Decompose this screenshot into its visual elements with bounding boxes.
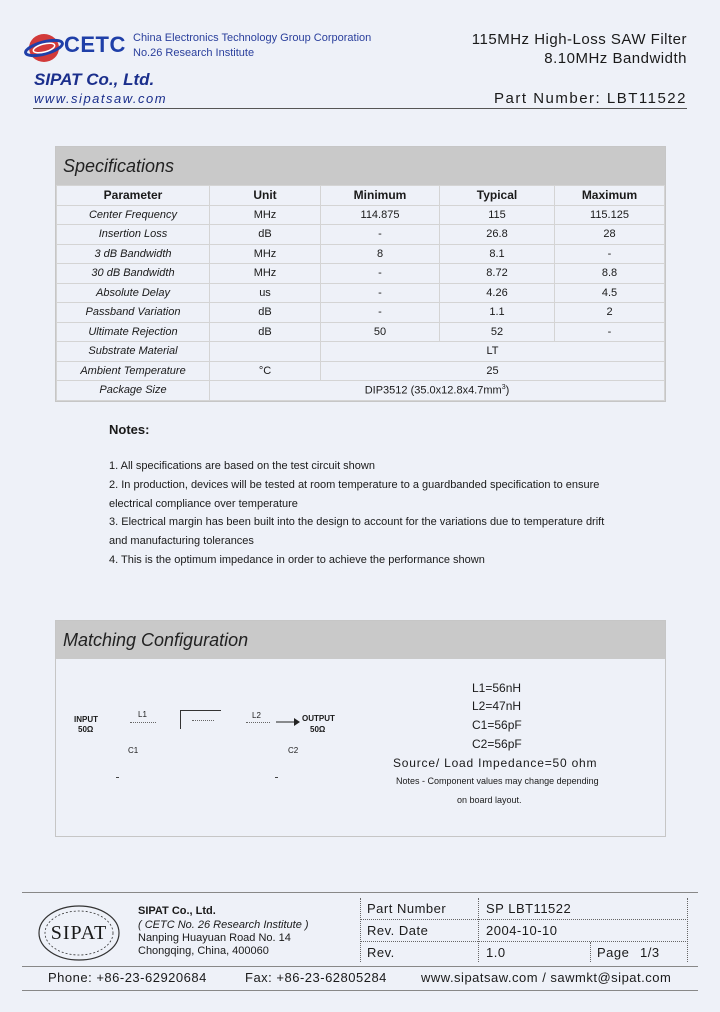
column-header: Typical <box>440 186 555 206</box>
note-line: 4. This is the optimum impedance in order to achieve the performance shown <box>109 554 485 566</box>
part-number-value: SP LBT11522 <box>486 901 572 916</box>
param-cell: Center Frequency <box>57 205 210 225</box>
part-number: Part Number: LBT11522 <box>494 90 687 107</box>
typ-cell: 52 <box>440 322 555 342</box>
component-value: C1=56pF <box>472 718 522 732</box>
specifications-heading: Specifications <box>56 147 665 185</box>
unit-cell: dB <box>210 322 321 342</box>
footer-address1: Nanping Huayuan Road No. 14 <box>138 932 291 944</box>
value-cell: 25 <box>321 361 665 381</box>
footer-divider-mid <box>22 966 698 967</box>
column-header: Minimum <box>321 186 440 206</box>
unit-cell: us <box>210 283 321 303</box>
param-cell: Passband Variation <box>57 303 210 323</box>
typ-cell: 8.72 <box>440 264 555 284</box>
unit-cell: °C <box>210 361 321 381</box>
input-impedance: 50Ω <box>78 725 94 734</box>
sipat-seal <box>34 902 124 964</box>
footer-divider-top <box>22 892 698 893</box>
grid-line <box>478 898 480 962</box>
max-cell: - <box>555 322 665 342</box>
cetc-globe-icon <box>24 30 64 66</box>
product-title: 115MHz High-Loss SAW Filter <box>471 31 687 48</box>
min-cell: - <box>321 303 440 323</box>
component-value: C2=56pF <box>472 737 522 751</box>
footer-web-email[interactable]: www.sipatsaw.com / sawmkt@sipat.com <box>421 970 672 985</box>
note-line: electrical compliance over temperature <box>109 498 298 510</box>
footer-institute: ( CETC No. 26 Research Institute ) <box>138 919 309 931</box>
footer-address2: Chongqing, China, 400060 <box>138 945 269 957</box>
l2-label: L2 <box>252 711 261 720</box>
output-arrow-icon <box>276 717 300 727</box>
notes-title: Notes: <box>109 422 150 437</box>
footer-phone: Phone: +86-23-62920684 <box>48 970 207 985</box>
specifications-table <box>56 185 665 401</box>
page-value: 1/3 <box>640 945 660 960</box>
column-header: Maximum <box>555 186 665 206</box>
header-divider <box>33 108 687 109</box>
param-cell: Ultimate Rejection <box>57 322 210 342</box>
l2-inductor <box>246 722 270 723</box>
matching-note: Notes - Component values may change depending <box>396 776 599 786</box>
grid-line <box>360 919 688 920</box>
matching-heading: Matching Configuration <box>56 621 665 659</box>
c1-label: C1 <box>128 746 139 755</box>
unit-cell: dB <box>210 225 321 245</box>
unit-cell <box>210 342 321 362</box>
param-cell: 3 dB Bandwidth <box>57 244 210 264</box>
typ-cell: 4.26 <box>440 283 555 303</box>
input-label: INPUT <box>74 715 98 724</box>
c2-ground <box>275 777 278 778</box>
seal-text: SIPAT <box>50 922 108 944</box>
typ-cell: 8.1 <box>440 244 555 264</box>
param-cell: Substrate Material <box>57 342 210 362</box>
unit-cell: MHz <box>210 264 321 284</box>
unit-cell: MHz <box>210 205 321 225</box>
min-cell: - <box>321 225 440 245</box>
table-row <box>57 264 665 284</box>
grid-line <box>590 942 592 962</box>
table-row <box>57 225 665 245</box>
min-cell: - <box>321 283 440 303</box>
typ-cell: 115 <box>440 205 555 225</box>
param-cell: Absolute Delay <box>57 283 210 303</box>
value-cell <box>210 381 665 401</box>
grid-line <box>687 898 689 962</box>
table-row <box>57 244 665 264</box>
org-name-line1: China Electronics Technology Group Corporation <box>133 32 372 44</box>
unit-cell: MHz <box>210 244 321 264</box>
output-impedance: 50Ω <box>310 725 326 734</box>
table-row <box>57 303 665 323</box>
filter-pin <box>192 720 214 721</box>
rev-date-label: Rev. Date <box>367 923 429 938</box>
rev-label: Rev. <box>367 945 395 960</box>
min-cell: 8 <box>321 244 440 264</box>
page-label: Page <box>597 945 630 960</box>
column-header: Parameter <box>57 186 210 206</box>
param-cell: 30 dB Bandwidth <box>57 264 210 284</box>
package-size: DIP3512 (35.0x12.8x4.7mm <box>364 384 502 397</box>
c1-ground <box>116 777 119 778</box>
table-header-row <box>57 186 665 206</box>
rev-date-value: 2004-10-10 <box>486 923 558 938</box>
component-value: L1=56nH <box>472 681 522 695</box>
matching-note: on board layout. <box>457 795 522 805</box>
c2-label: C2 <box>288 746 299 755</box>
note-line: and manufacturing tolerances <box>109 535 254 547</box>
min-cell: 50 <box>321 322 440 342</box>
value-cell: LT <box>321 342 665 362</box>
matching-circuit-diagram <box>70 700 370 790</box>
note-line: 3. Electrical margin has been built into the design to account for the variations due to temperature drift <box>109 516 605 528</box>
footer-fax: Fax: +86-23-62805284 <box>245 970 387 985</box>
max-cell: - <box>555 244 665 264</box>
output-label: OUTPUT <box>302 714 335 723</box>
part-number-label: Part Number <box>367 901 447 916</box>
impedance-text: Source/ Load Impedance=50 ohm <box>393 756 598 770</box>
table-row <box>57 205 665 225</box>
component-value: L2=47nH <box>472 699 522 713</box>
max-cell: 8.8 <box>555 264 665 284</box>
footer-company: SIPAT Co., Ltd. <box>138 905 216 917</box>
note-line: 2. In production, devices will be tested at room temperature to a guardbanded specification to ensure <box>109 479 600 491</box>
param-cell: Ambient Temperature <box>57 361 210 381</box>
typ-cell: 26.8 <box>440 225 555 245</box>
max-cell: 4.5 <box>555 283 665 303</box>
max-cell: 28 <box>555 225 665 245</box>
min-cell: 114.875 <box>321 205 440 225</box>
footer-divider-bottom <box>22 990 698 991</box>
table-row <box>57 361 665 381</box>
org-name-line2: No.26 Research Institute <box>133 47 255 59</box>
document-info-grid <box>360 898 688 962</box>
note-line: 1. All specifications are based on the test circuit shown <box>109 460 375 472</box>
param-cell: Package Size <box>57 381 210 401</box>
typ-cell: 1.1 <box>440 303 555 323</box>
table-row <box>57 342 665 362</box>
param-cell: Insertion Loss <box>57 225 210 245</box>
table-row <box>57 322 665 342</box>
grid-line <box>360 941 688 942</box>
company-name: SIPAT Co., Ltd. <box>34 70 155 89</box>
table-row <box>57 283 665 303</box>
package-close: ) <box>505 384 510 397</box>
max-cell: 115.125 <box>555 205 665 225</box>
table-row <box>57 381 665 401</box>
min-cell: - <box>321 264 440 284</box>
max-cell: 2 <box>555 303 665 323</box>
website-link[interactable]: www.sipatsaw.com <box>34 91 168 106</box>
rev-value: 1.0 <box>486 945 506 960</box>
unit-cell: dB <box>210 303 321 323</box>
column-header: Unit <box>210 186 321 206</box>
grid-line <box>360 898 362 962</box>
l1-label: L1 <box>138 710 147 719</box>
logo-text: CETC <box>64 32 126 57</box>
specifications-section <box>55 146 666 402</box>
product-subtitle: 8.10MHz Bandwidth <box>544 50 687 67</box>
package-exponent: 3 <box>501 383 506 391</box>
l1-inductor <box>130 722 156 723</box>
